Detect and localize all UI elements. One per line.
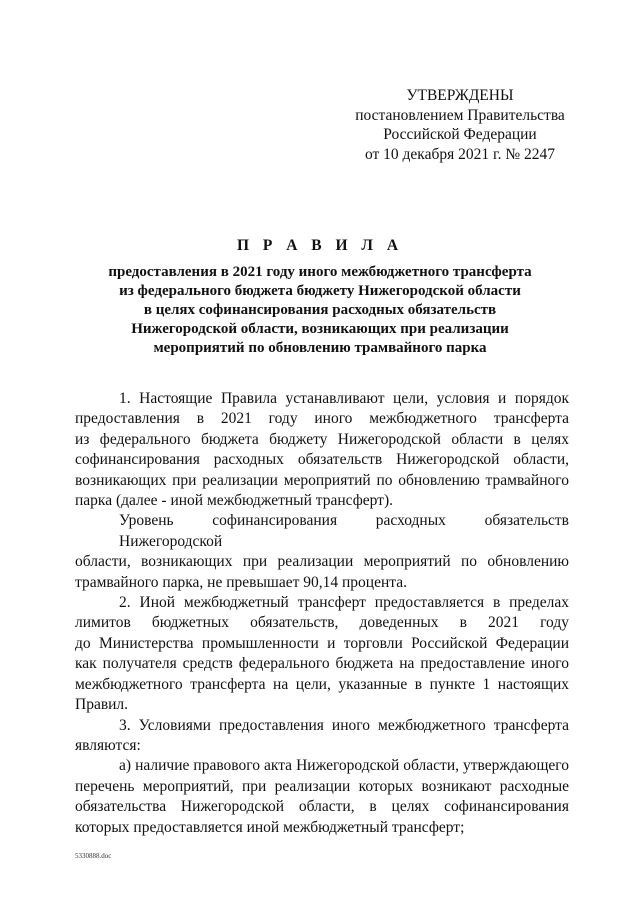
- document-body: [75, 389, 569, 838]
- subtitle-line: предоставления в 2021 году иного межбюджетного трансферта: [108, 264, 532, 280]
- paragraph-line: предоставления в 2021 году иного межбюджетного трансферта: [75, 410, 569, 428]
- paragraph-line: парка (далее - иной межбюджетный трансферт).: [75, 492, 393, 510]
- paragraph-line: которых предоставляется иной межбюджетный трансферт;: [75, 818, 465, 836]
- paragraph-line: трамвайного парка, не превышает 90,14 процента.: [75, 573, 407, 591]
- paragraph-3: [75, 716, 569, 757]
- paragraph-line: возникающих при реализации мероприятий по обновлению трамвайного: [75, 471, 569, 489]
- paragraph-line: 3. Условиями предоставления иного межбюджетного трансферта: [119, 716, 569, 734]
- paragraph-line: из федерального бюджета бюджету Нижегородской области в целях: [75, 430, 569, 448]
- paragraph-line: области, возникающих при реализации мероприятий по обновлению: [75, 553, 569, 571]
- paragraph-line: а) наличие правового акта Нижегородской области, утверждающего: [119, 757, 569, 775]
- paragraph-3a: [75, 756, 569, 838]
- subtitle-line: Нижегородской области, возникающих при реализации: [131, 321, 509, 337]
- approval-line: Российской Федерации: [383, 126, 537, 143]
- paragraph-line: лимитов бюджетных обязательств, доведенных в 2021 году: [75, 614, 569, 632]
- document-title: П Р А В И Л А: [236, 237, 404, 254]
- paragraph-cofinancing-level: [75, 511, 569, 593]
- paragraph-line: обязательства Нижегородской области, в целях софинансирования: [75, 798, 569, 816]
- document-subtitle: [90, 263, 550, 358]
- approval-stamp: [330, 86, 590, 164]
- paragraph-line: межбюджетного трансферта на цели, указанные в пункте 1 настоящих: [75, 675, 569, 693]
- footer-file-name: 5330888.doc: [75, 852, 112, 860]
- paragraph-line: перечень мероприятий, при реализации которых возникают расходные: [75, 777, 569, 795]
- subtitle-line: мероприятий по обновлению трамвайного парка: [153, 340, 487, 356]
- approval-line: от 10 декабря 2021 г. № 2247: [364, 145, 556, 163]
- paragraph-1: [75, 389, 569, 511]
- subtitle-line: из федерального бюджета бюджету Нижегородской области: [119, 283, 521, 299]
- approval-line: постановлением Правительства: [355, 106, 565, 124]
- subtitle-line: в целях софинансирования расходных обязательств: [143, 302, 497, 318]
- paragraph-line: 2. Иной межбюджетный трансферт предоставляется в пределах: [119, 594, 569, 612]
- paragraph-line: являются:: [75, 736, 141, 754]
- paragraph-line: 1. Настоящие Правила устанавливают цели, условия и порядок: [119, 390, 569, 407]
- paragraph-line: как получателя средств федерального бюджета на предоставление иного: [75, 655, 569, 673]
- paragraph-line: до Министерства промышленности и торговли Российской Федерации: [75, 634, 569, 652]
- paragraph-line: софинансирования расходных обязательств Нижегородской области,: [75, 451, 569, 469]
- paragraph-line: Правил.: [75, 696, 129, 714]
- approval-heading: УТВЕРЖДЕНЫ: [406, 87, 514, 104]
- paragraph-2: [75, 593, 569, 715]
- paragraph-line: Уровень софинансирования расходных обязательств Нижегородской: [119, 512, 569, 550]
